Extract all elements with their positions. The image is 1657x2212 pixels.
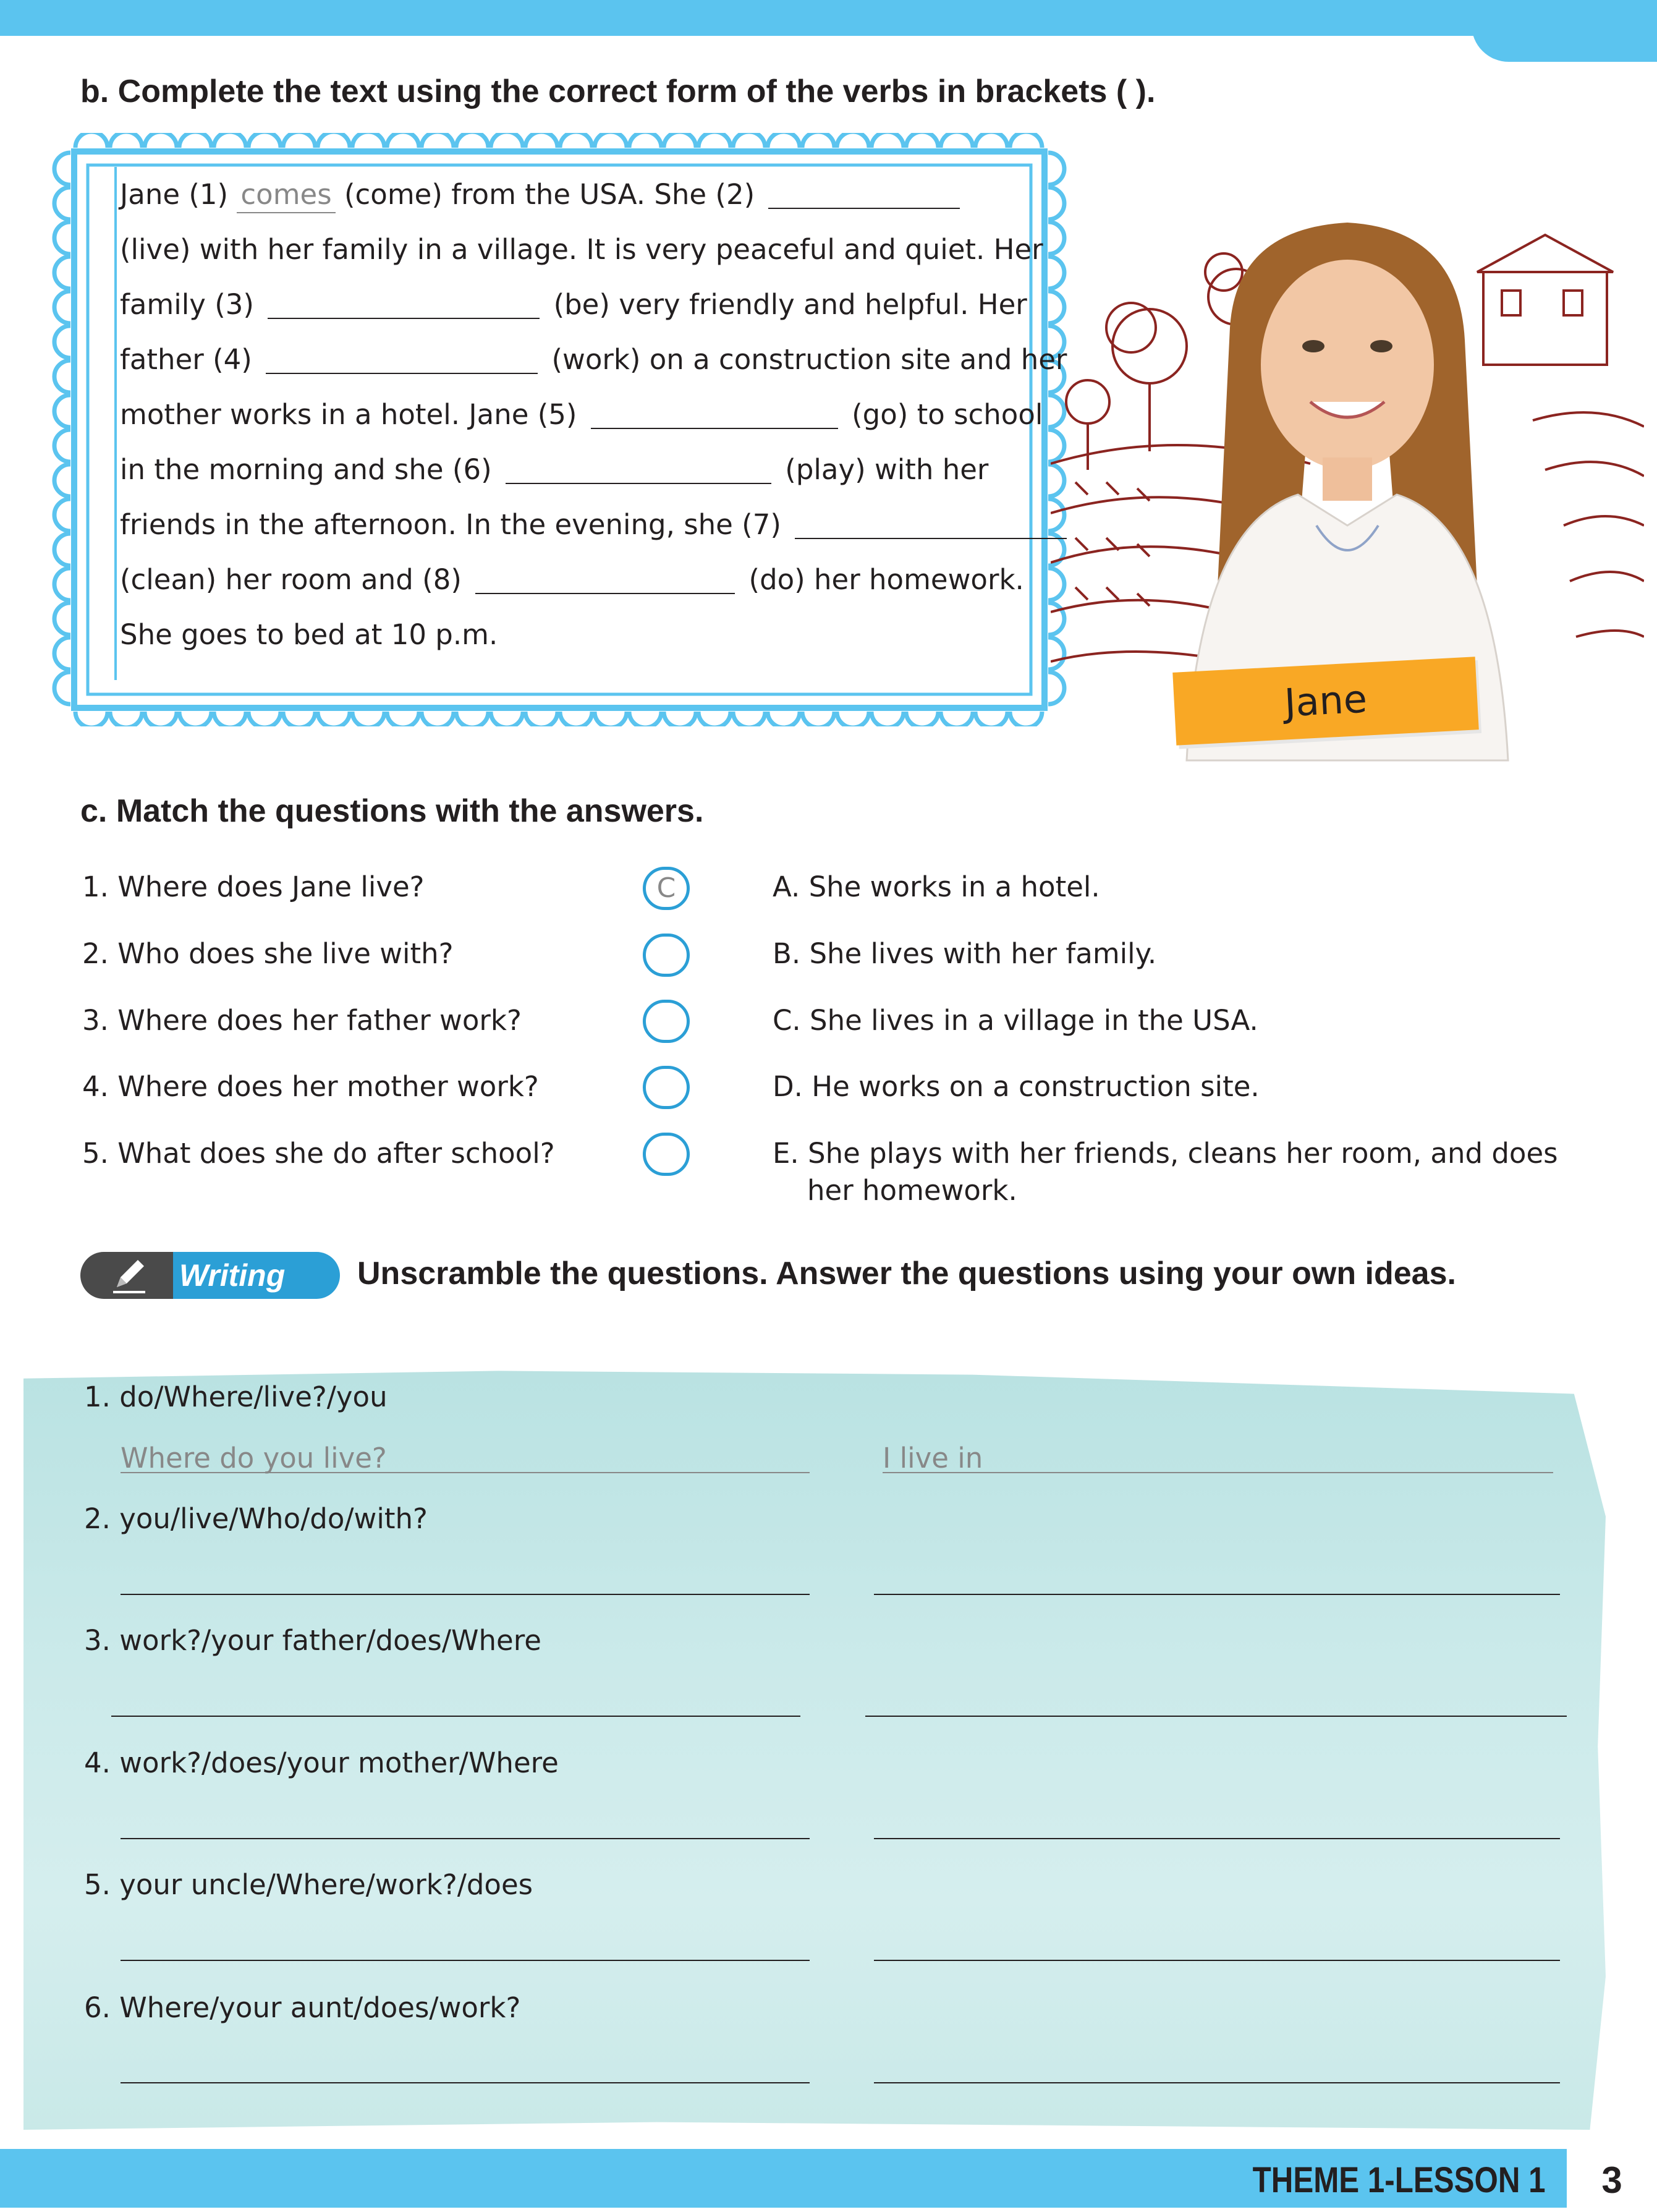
answer-line-1[interactable] [883,1472,1553,1473]
scallop [871,133,904,148]
section-c-heading: c. Match the questions with the answers. [80,793,704,829]
writing-prompt-5: 5. your uncle/Where/work?/does [84,1868,533,1901]
section-b-heading: b. Complete the text using the correct form of the verbs in brackets ( ). [80,74,1156,109]
scallop [179,712,211,726]
text-line-5: mother works in a hotel. Jane (5) (go) to school [120,387,1043,442]
scallop [110,133,142,148]
scallop [54,257,70,289]
answer-line-6[interactable] [874,2082,1560,2083]
writing-prompt-1: 1. do/Where/live?/you [84,1380,388,1413]
blank-2[interactable] [768,176,960,209]
scallop [560,133,592,148]
example-question: Where do you live? [121,1442,387,1474]
scallop [768,712,800,726]
pencil-icon [108,1255,151,1296]
scallop [664,712,696,726]
answer-line-2[interactable] [874,1594,1560,1595]
scallop [698,712,731,726]
answer-c: C. She lives in a village in the USA. [773,1004,1258,1037]
scallop [283,712,315,726]
scallop [283,133,315,148]
lesson-label: THEME 1-LESSON 1 [1253,2160,1546,2200]
scallop [248,712,281,726]
text-line-6: in the morning and she (6) (play) with her [120,442,988,497]
scallop [906,712,938,726]
scallop [456,712,488,726]
scallop [422,133,454,148]
scallop [837,712,869,726]
scallop [560,712,592,726]
scallop [491,133,523,148]
scallop [595,712,627,726]
scallop [75,712,108,726]
scallop [525,712,557,726]
answer-a: A. She works in a hotel. [773,870,1100,903]
answer-box-2[interactable] [643,934,690,977]
question-1: 1. Where does Jane live? [82,870,425,903]
scallop [75,133,108,148]
blank-5[interactable] [591,396,838,429]
answer-box-3[interactable] [643,1000,690,1043]
scallop [54,464,70,496]
answer-line-4[interactable] [874,1838,1560,1839]
writing-prompt-2: 2. you/live/Who/do/with? [84,1502,428,1535]
scallop [1010,712,1042,726]
scallop [54,187,70,219]
scallop [54,326,70,358]
scallop [629,712,661,726]
scallop [871,712,904,726]
scallop [110,712,142,726]
question-line-2[interactable] [121,1594,810,1595]
question-2: 2. Who does she live with? [82,937,454,970]
scallop [733,712,765,726]
filled-answer-1: comes [237,177,335,213]
scallop [248,133,281,148]
text-line-7: friends in the afternoon. In the evening, she (7) [120,497,1072,552]
blank-6[interactable] [506,451,771,484]
fill-in-text [114,167,1067,680]
scallop [733,133,765,148]
blank-7[interactable] [795,506,1067,539]
scallop [802,712,834,726]
question-5: 5. What does she do after school? [82,1137,555,1170]
scallop [387,712,419,726]
scallop [54,534,70,566]
scallop [54,499,70,531]
example-answer: I live in [883,1442,983,1474]
scallop [525,133,557,148]
writing-prompt-6: 6. Where/your aunt/does/work? [84,1991,521,2024]
name-tag-label: Jane [1283,676,1368,726]
writing-prompt-4: 4. work?/does/your mother/Where [84,1746,559,1779]
scallop [145,712,177,726]
question-3: 3. Where does her father work? [82,1004,522,1037]
question-line-6[interactable] [121,2082,810,2083]
scallop [595,133,627,148]
scallop [54,291,70,323]
text-line-9: She goes to bed at 10 p.m. [120,618,498,651]
question-line-1[interactable] [121,1472,810,1473]
scallop [54,430,70,462]
scallop [422,712,454,726]
writing-instruction: Unscramble the questions. Answer the questions using your own ideas. [357,1256,1456,1291]
writing-badge-label: Writing [179,1258,286,1293]
question-line-3[interactable] [111,1716,800,1717]
scallop [352,712,384,726]
scallop [1048,153,1064,185]
scallop [54,222,70,254]
scallop [54,637,70,670]
text-line-8: (clean) her room and (8) (do) her homework. [120,552,1024,607]
scallop [941,133,973,148]
scallop [906,133,938,148]
top-banner [0,0,1657,36]
scallop [698,133,731,148]
text-line-1: Jane (1) comes (come) from the USA. She (2) [120,167,965,222]
scallop [54,568,70,600]
scallop [54,360,70,393]
scallop [54,395,70,427]
scallop [387,133,419,148]
scallop [491,712,523,726]
scallop [1010,133,1042,148]
scallop [352,133,384,148]
scallop [179,133,211,148]
scallop [214,133,246,148]
answer-line-3[interactable] [865,1716,1567,1717]
page-number: 3 [1601,2159,1622,2201]
scallop [975,133,1007,148]
blank-3[interactable] [268,286,540,319]
question-line-5[interactable] [121,1960,810,1961]
scallop [145,133,177,148]
scallop [54,603,70,635]
scallop [802,133,834,148]
question-4: 4. Where does her mother work? [82,1070,539,1103]
scallop [941,712,973,726]
answer-line-5[interactable] [874,1960,1560,1961]
scallop [456,133,488,148]
scallop [837,133,869,148]
writing-prompt-3: 3. work?/your father/does/Where [84,1624,541,1657]
text-line-2: (live) with her family in a village. It is very peaceful and quiet. Her [120,233,1043,266]
answer-b: B. She lives with her family. [773,937,1157,970]
scallop [318,712,350,726]
question-line-4[interactable] [121,1838,810,1839]
scallop [629,133,661,148]
top-banner-tab [1472,0,1657,62]
answer-d: D. He works on a construction site. [773,1070,1260,1103]
scallop [214,712,246,726]
answer-box-5[interactable] [643,1133,690,1176]
scallop [54,153,70,185]
answer-e: E. She plays with her friends, cleans her room, and does [773,1137,1558,1170]
scallop [768,133,800,148]
scallop [664,133,696,148]
scallop [54,672,70,704]
blank-4[interactable] [266,341,538,374]
text-line-3: family (3) (be) very friendly and helpful. Her [120,277,1027,332]
scallop [318,133,350,148]
blank-8[interactable] [475,561,735,594]
scallop [975,712,1007,726]
answer-box-4[interactable] [643,1066,690,1109]
text-line-4: father (4) (work) on a construction site and her [120,332,1067,387]
answer-e-continued: her homework. [807,1174,1017,1207]
answer-box-1[interactable]: C [643,867,690,910]
